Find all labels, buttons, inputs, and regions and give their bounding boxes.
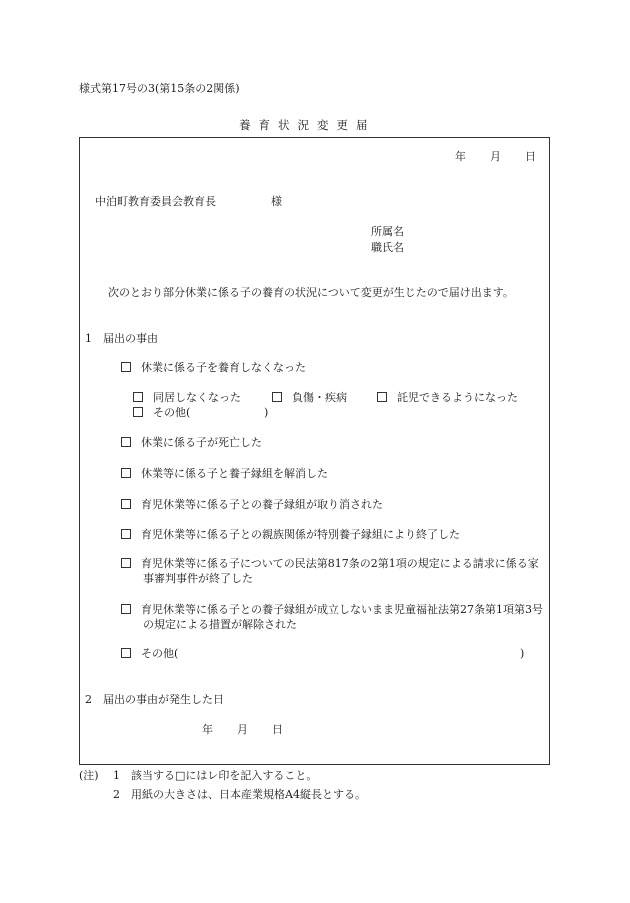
reason-label: 育児休業等に係る子との親族関係が特別養子縁組により終了した bbox=[141, 528, 460, 541]
affiliation-label: 所属名 bbox=[371, 225, 404, 238]
sub-option-label: その他( bbox=[153, 406, 191, 419]
checkbox[interactable] bbox=[121, 437, 131, 447]
note-item: 1 該当する□にはレ印を記入すること。 bbox=[113, 769, 318, 782]
reason-item bbox=[121, 362, 306, 373]
date-year: 年 bbox=[455, 150, 466, 163]
sub-option-other-close: ) bbox=[264, 406, 269, 419]
reason-label: 育児休業等に係る子との養子縁組が成立しないまま児童福祉法第27条第1項第3号の規定による措置が解除された bbox=[141, 603, 543, 631]
sub-option bbox=[133, 392, 241, 403]
checkbox[interactable] bbox=[121, 604, 131, 614]
checkbox[interactable] bbox=[121, 558, 131, 568]
reason-label: 休業等に係る子と養子縁組を解消した bbox=[141, 467, 328, 480]
addressee-name: 中泊町教育委員会教育長 bbox=[95, 195, 216, 208]
page-title: 養育状況変更届 bbox=[239, 118, 376, 132]
intro-text: 次のとおり部分休業に係る子の養育の状況について変更が生じたので届け出ます。 bbox=[108, 286, 514, 299]
note-item: 2 用紙の大きさは、日本産業規格A4縦長とする。 bbox=[113, 788, 366, 801]
name-label: 職氏名 bbox=[371, 241, 404, 254]
sub-option-other bbox=[133, 407, 190, 418]
form-body bbox=[79, 137, 550, 765]
reason-item bbox=[121, 529, 460, 540]
checkbox[interactable] bbox=[272, 392, 282, 402]
form-number: 様式第17号の3(第15条の2関係) bbox=[79, 82, 240, 95]
reason-item bbox=[121, 602, 546, 632]
sub-option-label: 負傷・疾病 bbox=[292, 391, 347, 404]
section2-heading: 2 届出の事由が発生した日 bbox=[85, 693, 224, 706]
checkbox[interactable] bbox=[133, 407, 143, 417]
section1-heading: 1 届出の事由 bbox=[85, 332, 158, 345]
date-month: 月 bbox=[490, 150, 501, 163]
sub-option-label: 託児できるようになった bbox=[397, 391, 518, 404]
occurrence-day: 日 bbox=[272, 723, 283, 736]
reason-item bbox=[121, 468, 328, 479]
sub-option bbox=[377, 392, 518, 403]
checkbox[interactable] bbox=[121, 362, 131, 372]
checkbox[interactable] bbox=[377, 392, 387, 402]
checkbox[interactable] bbox=[121, 468, 131, 478]
checkbox[interactable] bbox=[121, 529, 131, 539]
addressee-honorific: 様 bbox=[271, 195, 282, 208]
reason-other-close: ) bbox=[520, 647, 525, 660]
checkbox[interactable] bbox=[133, 392, 143, 402]
reason-label: その他( bbox=[141, 647, 179, 660]
reason-label: 育児休業等に係る子についての民法第817条の2第1項の規定による請求に係る家事審判事件が終了した bbox=[141, 557, 539, 585]
reason-item bbox=[121, 437, 262, 448]
occurrence-year: 年 bbox=[202, 723, 213, 736]
date-day: 日 bbox=[525, 150, 536, 163]
reason-label: 休業に係る子が死亡した bbox=[141, 436, 262, 449]
reason-item-other bbox=[121, 648, 178, 659]
reason-label: 休業に係る子を養育しなくなった bbox=[141, 361, 306, 374]
checkbox[interactable] bbox=[121, 648, 131, 658]
reason-label: 育児休業等に係る子との養子縁組が取り消された bbox=[141, 498, 383, 511]
reason-item bbox=[121, 499, 383, 510]
sub-option-label: 同居しなくなった bbox=[153, 391, 241, 404]
occurrence-month: 月 bbox=[237, 723, 248, 736]
notes-label: (注) bbox=[79, 769, 99, 782]
reason-item bbox=[121, 556, 546, 586]
sub-option bbox=[272, 392, 347, 403]
checkbox[interactable] bbox=[121, 499, 131, 509]
